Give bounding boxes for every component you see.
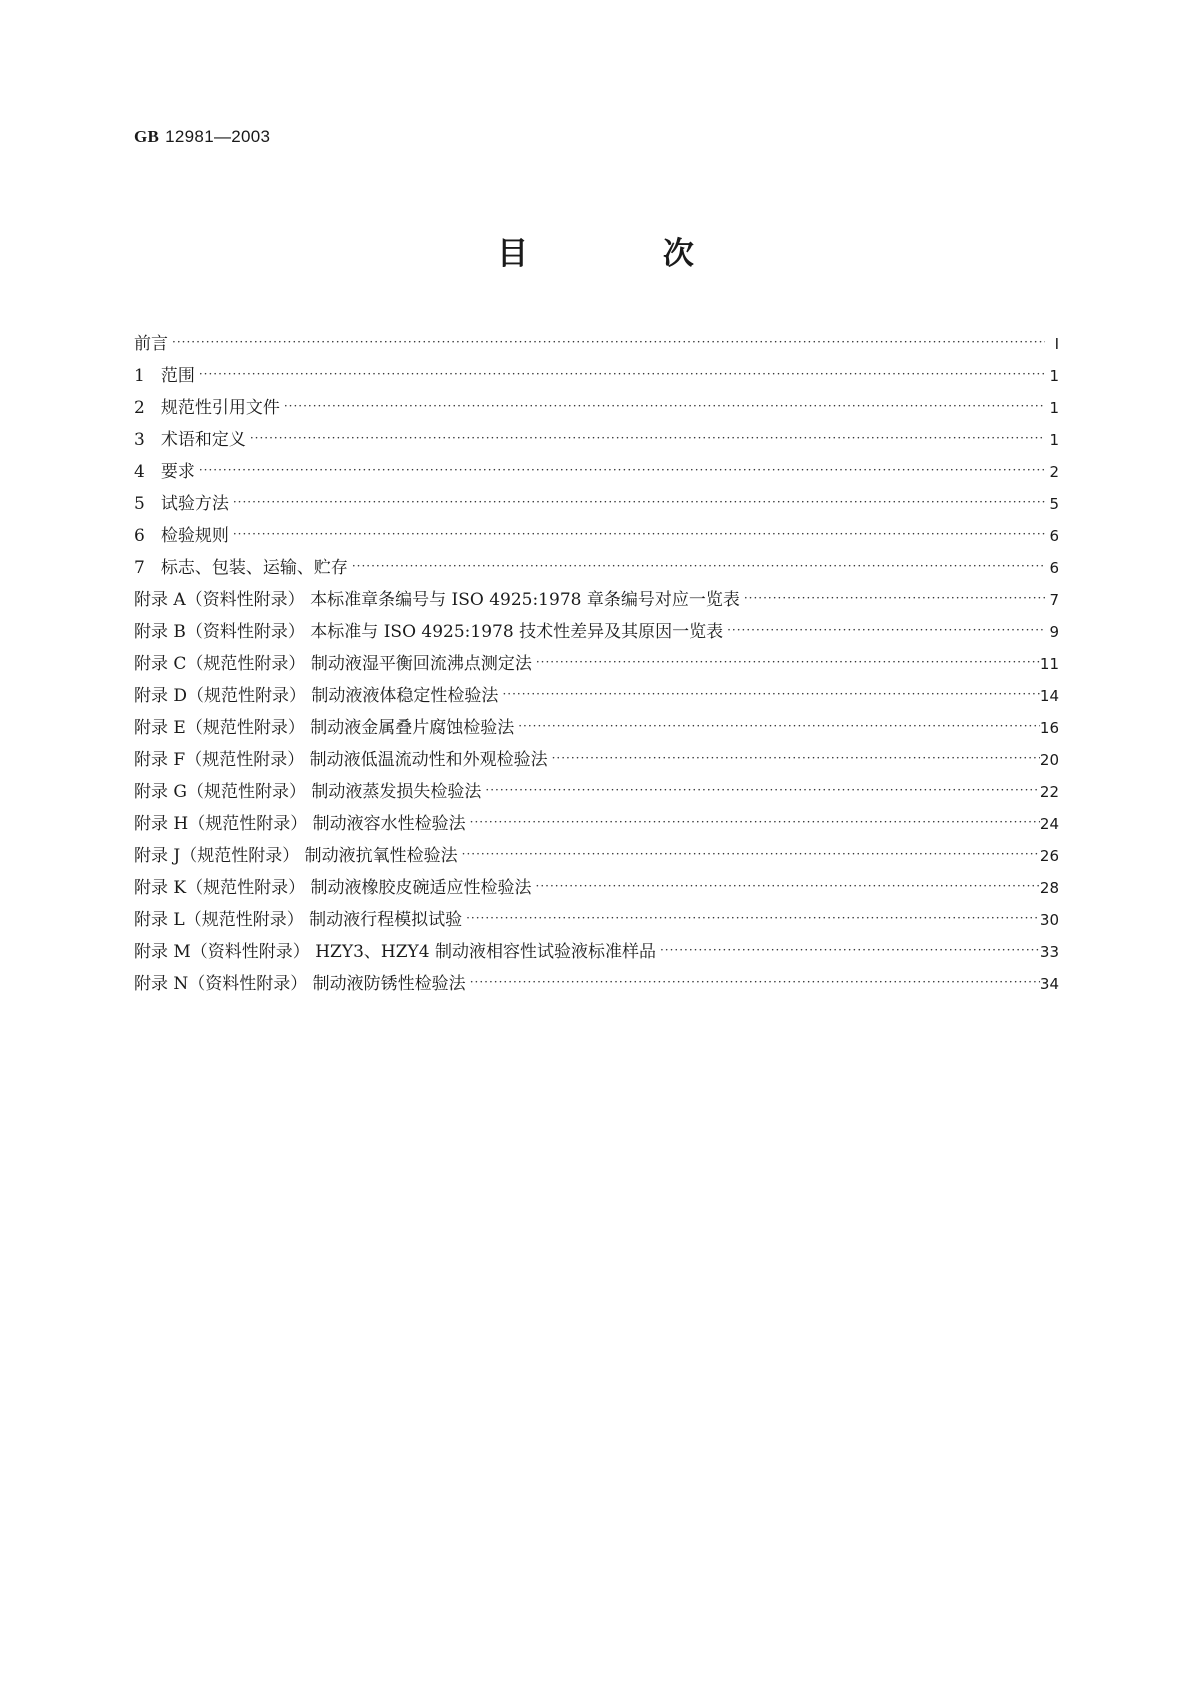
toc-label: 附录 A（资料性附录） 本标准章条编号与 ISO 4925:1978 章条编号对应一览表 xyxy=(134,590,740,610)
toc-page-number: 22 xyxy=(1039,783,1059,801)
toc-row[interactable] xyxy=(134,904,1059,936)
page-title: 目 次 xyxy=(497,236,756,272)
toc-row[interactable] xyxy=(134,712,1059,744)
toc-section-number: 5 xyxy=(134,494,145,514)
toc-label: 附录 G（规范性附录） 制动液蒸发损失检验法 xyxy=(134,782,482,802)
toc-label: 附录 D（规范性附录） 制动液液体稳定性检验法 xyxy=(134,686,499,706)
leader-dots xyxy=(536,646,1040,678)
toc-section-number: 1 xyxy=(134,366,145,386)
toc-page-number: 30 xyxy=(1039,911,1059,929)
toc-label: 范围 xyxy=(160,366,195,386)
toc-row[interactable] xyxy=(134,680,1059,712)
toc-label: 标志、包装、运输、贮存 xyxy=(160,558,348,578)
toc-label: 附录 L（规范性附录） 制动液行程模拟试验 xyxy=(134,910,463,930)
leader-dots xyxy=(233,518,1045,550)
leader-dots xyxy=(660,934,1040,966)
toc-page-number: 7 xyxy=(1049,591,1059,609)
toc-row[interactable] xyxy=(134,968,1059,1000)
standard-code: 12981—2003 xyxy=(165,127,271,146)
leader-dots xyxy=(502,678,1039,710)
leader-dots xyxy=(462,838,1040,870)
toc-page-number: 1 xyxy=(1049,367,1059,385)
toc-section-number: 7 xyxy=(134,558,145,578)
toc-row[interactable] xyxy=(134,424,1059,456)
toc-page-number: 9 xyxy=(1049,623,1059,641)
toc-label: 附录 C（规范性附录） 制动液湿平衡回流沸点测定法 xyxy=(134,654,532,674)
toc-page-number: 24 xyxy=(1039,815,1059,833)
toc-page-number: 26 xyxy=(1039,847,1059,865)
leader-dots xyxy=(470,806,1040,838)
toc-page-number: 6 xyxy=(1049,559,1059,577)
toc-page-number: I xyxy=(1054,335,1059,353)
toc-page-number: 2 xyxy=(1049,463,1059,481)
toc-row[interactable] xyxy=(134,552,1059,584)
leader-dots xyxy=(727,614,1045,646)
toc-row[interactable] xyxy=(134,328,1059,360)
toc-row[interactable] xyxy=(134,360,1059,392)
toc-section-number: 4 xyxy=(134,462,145,482)
leader-dots xyxy=(466,902,1040,934)
toc-row[interactable] xyxy=(134,936,1059,968)
toc-row[interactable] xyxy=(134,616,1059,648)
leader-dots xyxy=(536,870,1040,902)
leader-dots xyxy=(470,966,1040,998)
toc-page-number: 28 xyxy=(1039,879,1059,897)
toc-page-number: 33 xyxy=(1039,943,1059,961)
toc-page-number: 6 xyxy=(1049,527,1059,545)
toc-label: 试验方法 xyxy=(160,494,229,514)
leader-dots xyxy=(233,486,1045,518)
toc-label: 附录 H（规范性附录） 制动液容水性检验法 xyxy=(134,814,466,834)
toc-row[interactable] xyxy=(134,520,1059,552)
toc-page-number: 1 xyxy=(1049,431,1059,449)
toc-label: 附录 M（资料性附录） HZY3、HZY4 制动液相容性试验液标准样品 xyxy=(134,942,656,962)
leader-dots xyxy=(250,422,1045,454)
toc-section-number: 3 xyxy=(134,430,145,450)
toc-label: 检验规则 xyxy=(160,526,229,546)
toc-label: 规范性引用文件 xyxy=(160,398,280,418)
toc-row[interactable] xyxy=(134,488,1059,520)
toc-page-number: 1 xyxy=(1049,399,1059,417)
toc-row[interactable] xyxy=(134,808,1059,840)
table-of-contents xyxy=(134,328,1059,1000)
toc-page-number: 5 xyxy=(1049,495,1059,513)
leader-dots xyxy=(744,582,1045,614)
toc-label: 附录 K（规范性附录） 制动液橡胶皮碗适应性检验法 xyxy=(134,878,532,898)
leader-dots xyxy=(199,454,1045,486)
toc-label: 附录 J（规范性附录） 制动液抗氧性检验法 xyxy=(134,846,458,866)
toc-row[interactable] xyxy=(134,872,1059,904)
toc-label: 附录 N（资料性附录） 制动液防锈性检验法 xyxy=(134,974,466,994)
toc-page-number: 14 xyxy=(1039,687,1059,705)
toc-page-number: 34 xyxy=(1039,975,1059,993)
toc-row[interactable] xyxy=(134,776,1059,808)
toc-label: 附录 B（资料性附录） 本标准与 ISO 4925:1978 技术性差异及其原因一览表 xyxy=(134,622,724,642)
leader-dots xyxy=(352,550,1045,582)
toc-section-number: 6 xyxy=(134,526,145,546)
toc-label: 前言 xyxy=(134,334,168,354)
toc-page-number: 16 xyxy=(1039,719,1059,737)
toc-page-number: 20 xyxy=(1039,751,1059,769)
leader-dots xyxy=(284,390,1045,422)
toc-label: 附录 F（规范性附录） 制动液低温流动性和外观检验法 xyxy=(134,750,548,770)
standard-prefix: GB xyxy=(134,127,160,146)
toc-page-number: 11 xyxy=(1039,655,1059,673)
toc-row[interactable] xyxy=(134,744,1059,776)
leader-dots xyxy=(485,774,1040,806)
toc-row[interactable] xyxy=(134,456,1059,488)
toc-row[interactable] xyxy=(134,584,1059,616)
toc-label: 要求 xyxy=(160,462,195,482)
leader-dots xyxy=(552,742,1040,774)
toc-section-number: 2 xyxy=(134,398,145,418)
toc-label: 附录 E（规范性附录） 制动液金属叠片腐蚀检验法 xyxy=(134,718,515,738)
leader-dots xyxy=(172,326,1045,358)
toc-row[interactable] xyxy=(134,648,1059,680)
document-header xyxy=(134,127,270,147)
toc-row[interactable] xyxy=(134,392,1059,424)
toc-row[interactable] xyxy=(134,840,1059,872)
toc-label: 术语和定义 xyxy=(160,430,246,450)
leader-dots xyxy=(199,358,1045,390)
leader-dots xyxy=(518,710,1040,742)
